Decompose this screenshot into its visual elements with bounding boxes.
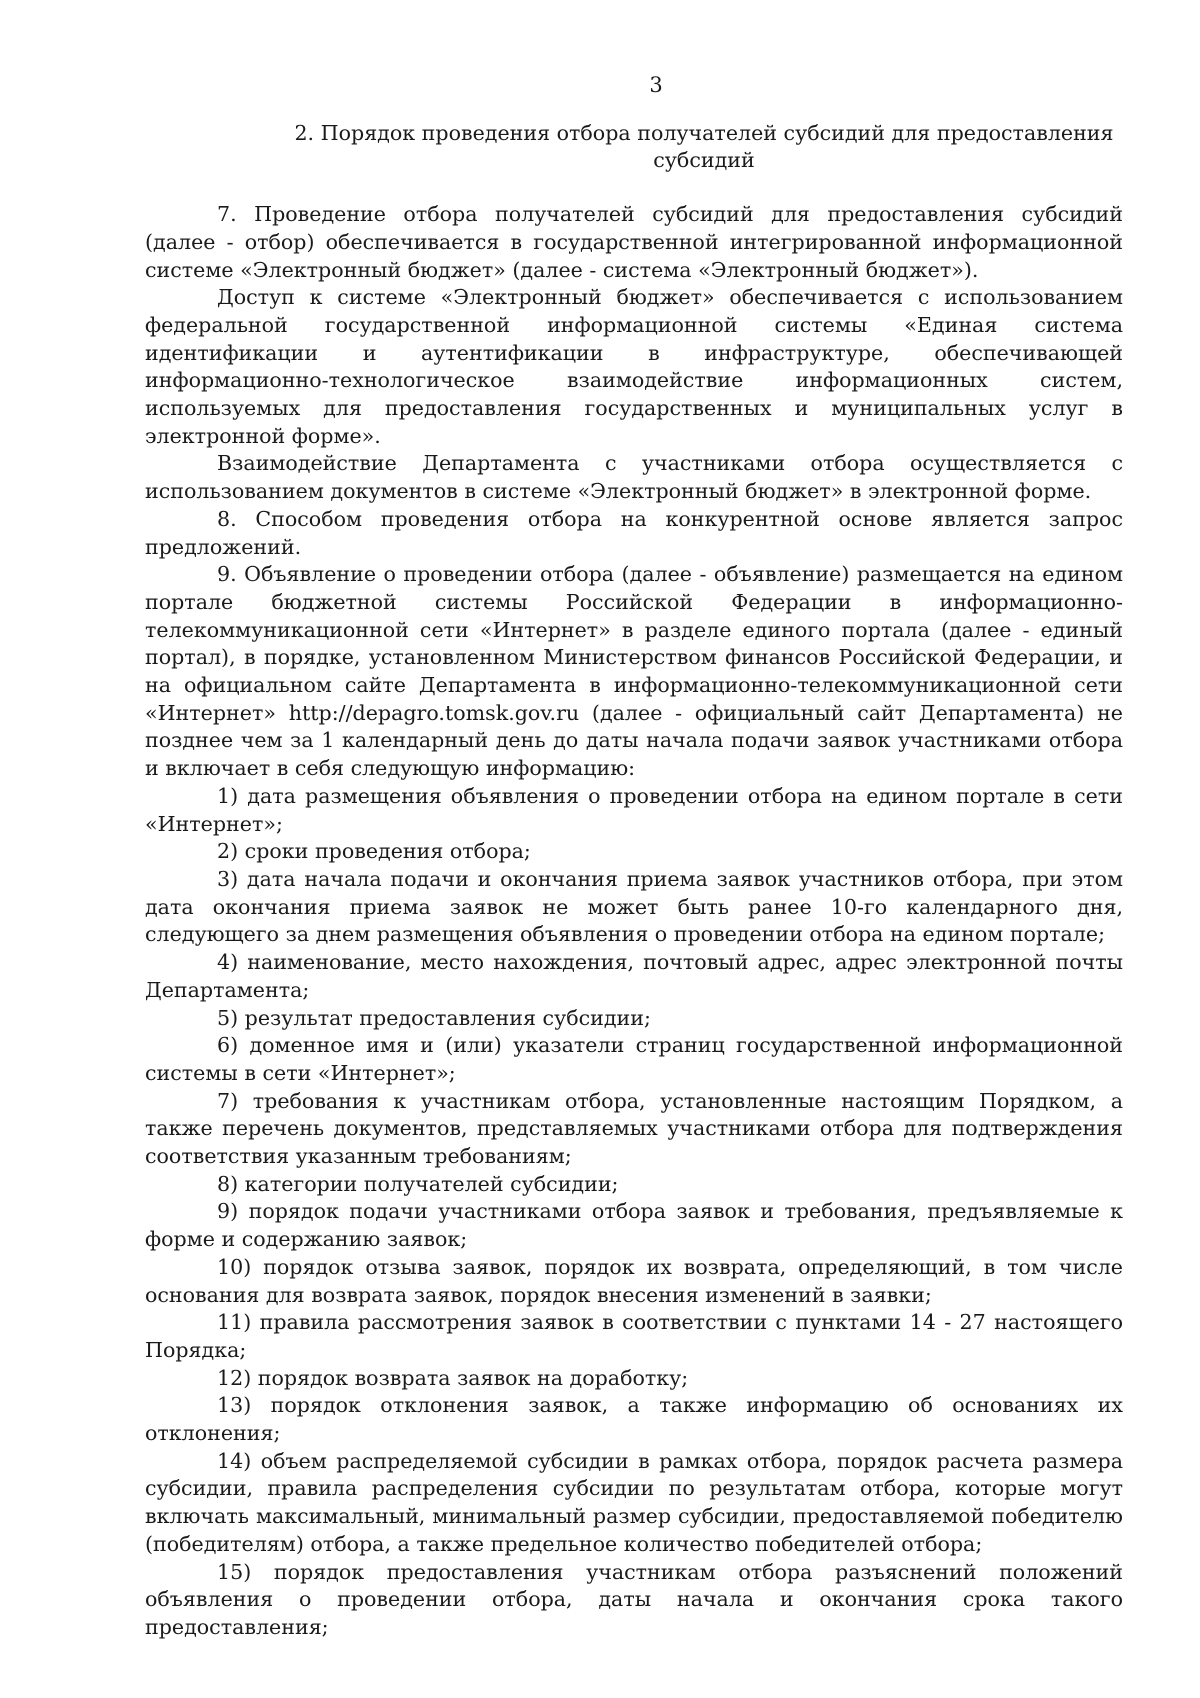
page-number: 3 (649, 73, 663, 97)
list-item-12: 12) порядок возврата заявок на доработку; (217, 1365, 689, 1390)
list-item-1: 1) дата размещения объявления о проведении отбора на едином портале в сети «Интернет»; (145, 783, 1123, 836)
section-title: 2. Порядок проведения отбора получателей субсидий для предоставления субсидий (294, 120, 1114, 173)
list-item-15: 15) порядок предоставления участникам отбора разъяснений положений объявления о проведении отбора, даты начала и окончания срока такого предоставления; (145, 1559, 1123, 1639)
paragraph-access: Доступ к системе «Электронный бюджет» обеспечивается с использованием федеральной государственной информационной системы «Единая система идентификации и аутентификации в инфраструктуре, обеспечивающей информационно-технологическое взаимодействие информационных систем, используемых для предоставления государственных и муниципальных услуг в электронной форме». (145, 285, 1123, 448)
paragraph-8: 8. Способом проведения отбора на конкурентной основе является запрос предложений. (145, 506, 1123, 559)
document-page (145, 72, 1123, 1642)
paragraph-interaction: Взаимодействие Департамента с участниками отбора осуществляется с использованием документов в системе «Электронный бюджет» в электронной форме. (145, 451, 1123, 504)
list-item-2: 2) сроки проведения отбора; (217, 839, 531, 864)
list-item-5: 5) результат предоставления субсидии; (217, 1005, 651, 1030)
list-item-6: 6) доменное имя и (или) указатели страниц государственной информационной системы в сети «Интернет»; (145, 1033, 1123, 1085)
list-item-9: 9) порядок подачи участниками отбора заявок и требования, предъявляемые к форме и содержанию заявок; (145, 1199, 1123, 1252)
list-item-8: 8) категории получателей субсидии; (217, 1171, 619, 1196)
paragraph-9: 9. Объявление о проведении отбора (далее - объявление) размещается на едином портале бюджетной системы Российской Федерации в информационно-телекоммуникационной сети «Интернет» в разделе единого портала (далее - единый портал), в порядке, установленном Министерством финансов Российской Федерации, и на официальном сайте Департамента в информационно-телекоммуникационной сети «Интернет» http://depagro.tomsk.gov.ru (далее - официальный сайт Департамента) не позднее чем за 1 календарный день до даты начала подачи заявок участниками отбора и включает в себя следующую информацию: (145, 562, 1123, 781)
list-item-14: 14) объем распределяемой субсидии в рамках отбора, порядок расчета размера субсидии, правила распределения субсидии по результатам отбора, которые могут включать максимальный, минимальный размер субсидии, предоставляемой победителю (победителям) отбора, а также предельное количество победителей отбора; (145, 1448, 1123, 1556)
list-item-10: 10) порядок отзыва заявок, порядок их возврата, определяющий, в том числе основания для возврата заявок, порядок внесения изменений в заявки; (145, 1254, 1123, 1307)
list-item-4: 4) наименование, место нахождения, почтовый адрес, адрес электронной почты Департамента; (145, 950, 1123, 1002)
list-item-13: 13) порядок отклонения заявок, а также информацию об основаниях их отклонения; (145, 1393, 1123, 1446)
list-item-11: 11) правила рассмотрения заявок в соответствии с пунктами 14 - 27 настоящего Порядка; (145, 1310, 1123, 1362)
paragraph-7: 7. Проведение отбора получателей субсидий для предоставления субсидий (далее - отбор) обеспечивается в государственной интегрированной информационной системе «Электронный бюджет» (далее - система «Электронный бюджет»). (145, 202, 1123, 282)
list-item-3: 3) дата начала подачи и окончания приема заявок участников отбора, при этом дата окончания приема заявок не может быть ранее 10-го календарного дня, следующего за днем размещения объявления о проведении отбора на едином портале; (145, 866, 1123, 947)
list-item-7: 7) требования к участникам отбора, установленные настоящим Порядком, а также перечень документов, представляемых участниками отбора для подтверждения соответствия указанным требованиям; (145, 1088, 1123, 1169)
